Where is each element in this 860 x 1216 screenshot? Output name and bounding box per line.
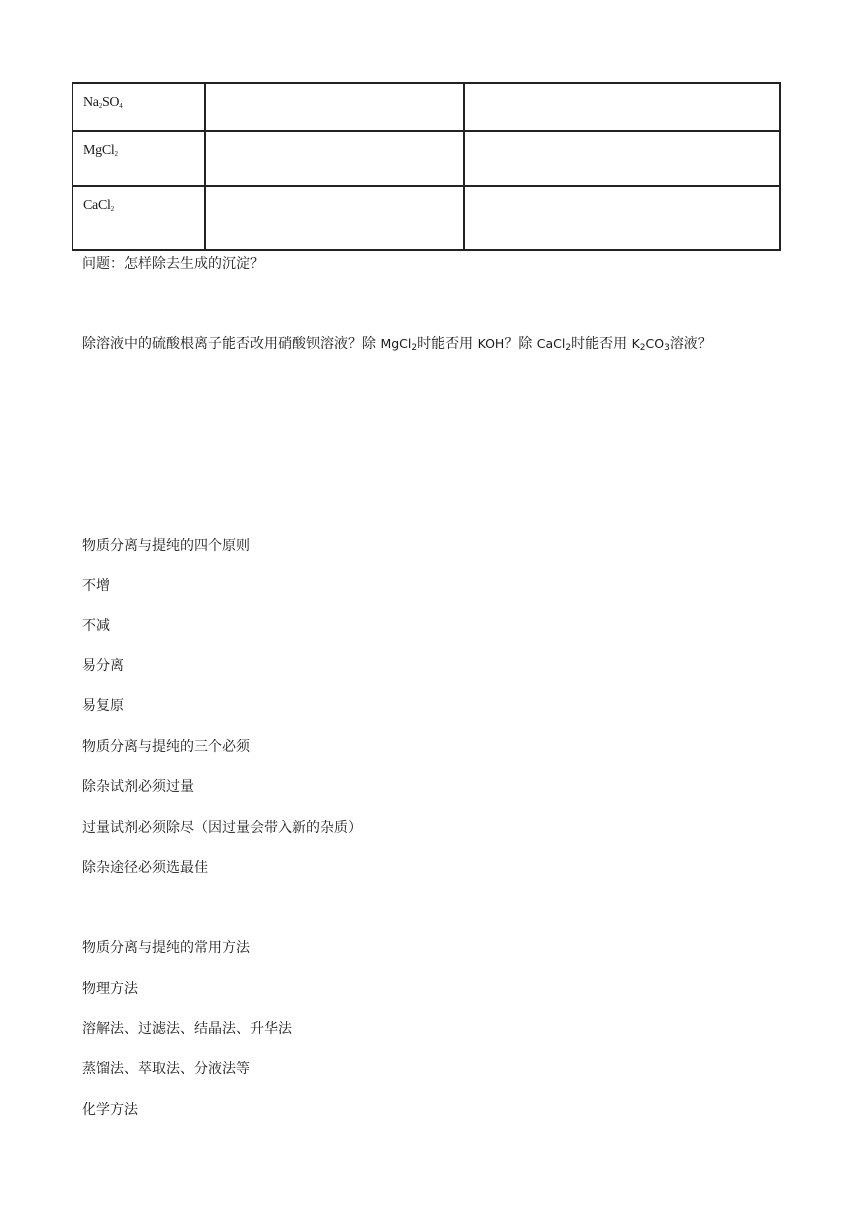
question-reagent-choice: 除溶液中的硫酸根离子能否改用硝酸钡溶液？除 MgCl$_2$时能否用 KOH？除 CaCl$_2$时能否用 $K_2CO_3$溶液？ — [82, 336, 712, 353]
table-row — [73, 131, 780, 186]
table-cell-formula — [73, 186, 205, 250]
list-item: 易分离 — [82, 658, 124, 674]
list-item: 蒸馏法、萃取法、分液法等 — [82, 1061, 250, 1077]
table-cell — [464, 131, 780, 186]
table-cell — [205, 83, 464, 131]
table-row — [73, 186, 780, 250]
methods-heading: 物质分离与提纯的常用方法 — [82, 940, 250, 956]
list-item: 不增 — [82, 578, 110, 594]
question-remove-precipitate: 问题：怎样除去生成的沉淀？ — [82, 256, 264, 272]
list-item: 易复原 — [82, 698, 124, 714]
list-item: 除杂试剂必须过量 — [82, 779, 194, 795]
list-item: 除杂途径必须选最佳 — [82, 860, 208, 876]
table-cell — [205, 186, 464, 250]
list-item: 不减 — [82, 618, 110, 634]
formula-cacl2: CaCl$_2$ — [83, 198, 114, 213]
principles-heading: 物质分离与提纯的四个原则 — [82, 538, 250, 554]
reagent-table — [72, 82, 781, 251]
list-item: 过量试剂必须除尽（因过量会带入新的杂质） — [82, 820, 362, 836]
table-cell — [464, 186, 780, 250]
musts-heading: 物质分离与提纯的三个必须 — [82, 739, 250, 755]
formula-na2so4: $Na_2SO_4$ — [83, 95, 123, 110]
formula-mgcl2: MgCl$_2$ — [83, 143, 118, 158]
physical-methods-heading: 物理方法 — [82, 981, 138, 997]
chemical-methods-heading: 化学方法 — [82, 1102, 138, 1118]
table-row — [73, 83, 780, 131]
table-cell-formula — [73, 131, 205, 186]
table-cell-formula — [73, 83, 205, 131]
list-item: 溶解法、过滤法、结晶法、升华法 — [82, 1021, 292, 1037]
table-cell — [205, 131, 464, 186]
table-cell — [464, 83, 780, 131]
